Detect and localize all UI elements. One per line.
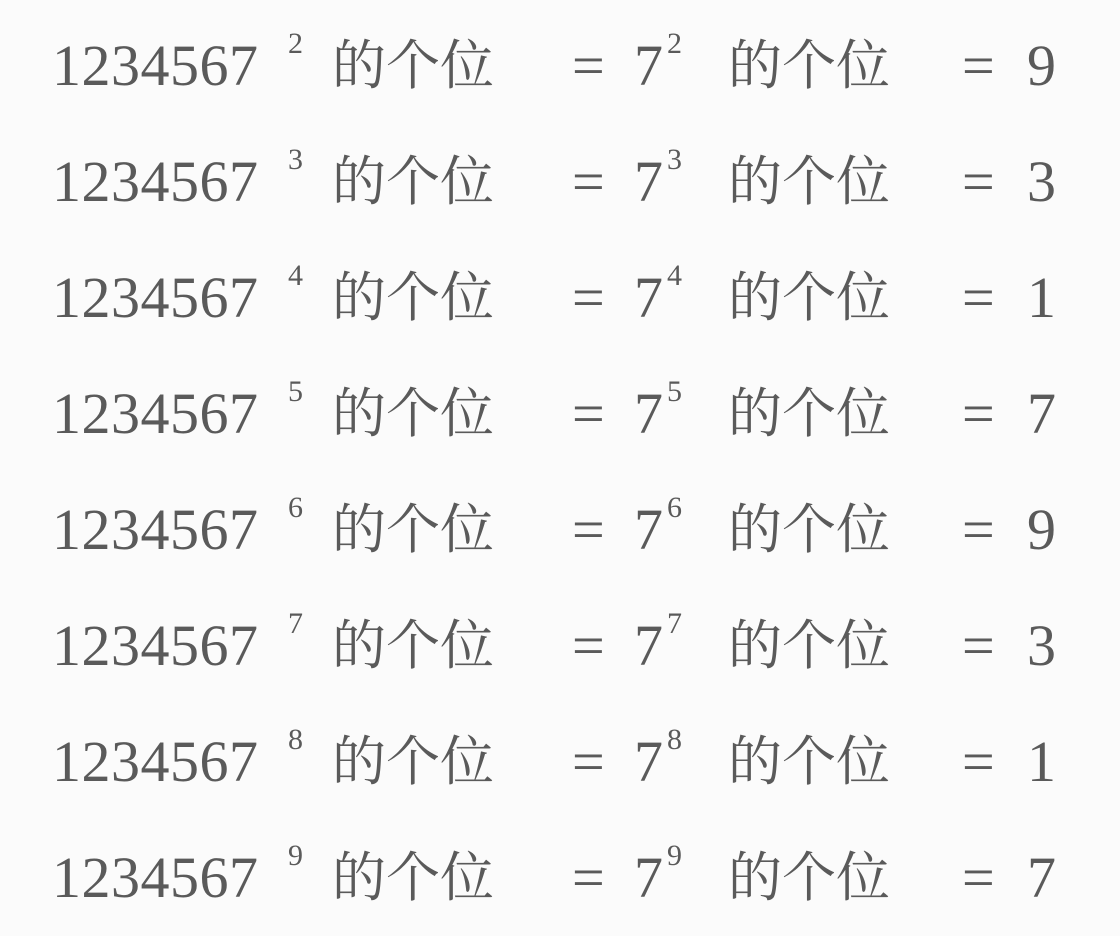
units-digit-phrase-2: 的个位 xyxy=(728,846,890,909)
base-number: 1234567 xyxy=(52,845,259,910)
reduced-exponent: 7 xyxy=(667,607,682,640)
reduced-exponent: 6 xyxy=(667,491,682,524)
equation-row xyxy=(52,240,1092,356)
reduced-exponent: 8 xyxy=(667,723,682,756)
equals-sign-2: = xyxy=(962,845,995,910)
result-digit: 9 xyxy=(1027,497,1056,562)
result-digit: 7 xyxy=(1027,845,1056,910)
equals-sign: = xyxy=(572,729,605,794)
reduced-base: 7 xyxy=(634,381,663,446)
reduced-exponent: 5 xyxy=(667,375,682,408)
units-digit-phrase: 的个位 xyxy=(332,150,494,213)
exponent: 2 xyxy=(288,27,303,60)
equation-row xyxy=(52,124,1092,240)
result-digit: 1 xyxy=(1027,265,1056,330)
units-digit-phrase: 的个位 xyxy=(332,498,494,561)
reduced-exponent: 9 xyxy=(667,839,682,872)
units-digit-phrase-2: 的个位 xyxy=(728,730,890,793)
reduced-base: 7 xyxy=(634,497,663,562)
equals-sign-2: = xyxy=(962,33,995,98)
exponent: 8 xyxy=(288,723,303,756)
units-digit-phrase: 的个位 xyxy=(332,846,494,909)
reduced-exponent: 2 xyxy=(667,27,682,60)
equals-sign: = xyxy=(572,845,605,910)
equals-sign: = xyxy=(572,497,605,562)
reduced-base: 7 xyxy=(634,33,663,98)
reduced-base: 7 xyxy=(634,149,663,214)
equals-sign-2: = xyxy=(962,149,995,214)
base-number: 1234567 xyxy=(52,381,259,446)
units-digit-phrase-2: 的个位 xyxy=(728,382,890,445)
equation-list xyxy=(52,8,1092,936)
equals-sign-2: = xyxy=(962,265,995,330)
reduced-exponent: 4 xyxy=(667,259,682,292)
equals-sign: = xyxy=(572,33,605,98)
equation-row xyxy=(52,356,1092,472)
base-number: 1234567 xyxy=(52,729,259,794)
result-digit: 1 xyxy=(1027,729,1056,794)
result-digit: 3 xyxy=(1027,149,1056,214)
base-number: 1234567 xyxy=(52,613,259,678)
base-number: 1234567 xyxy=(52,33,259,98)
equals-sign: = xyxy=(572,265,605,330)
reduced-base: 7 xyxy=(634,845,663,910)
result-digit: 9 xyxy=(1027,33,1056,98)
equation-row xyxy=(52,8,1092,124)
reduced-base: 7 xyxy=(634,613,663,678)
units-digit-phrase: 的个位 xyxy=(332,266,494,329)
reduced-base: 7 xyxy=(634,729,663,794)
units-digit-phrase: 的个位 xyxy=(332,614,494,677)
reduced-base: 7 xyxy=(634,265,663,330)
units-digit-phrase: 的个位 xyxy=(332,382,494,445)
exponent: 3 xyxy=(288,143,303,176)
units-digit-phrase-2: 的个位 xyxy=(728,614,890,677)
equals-sign: = xyxy=(572,149,605,214)
units-digit-phrase-2: 的个位 xyxy=(728,150,890,213)
equals-sign-2: = xyxy=(962,729,995,794)
base-number: 1234567 xyxy=(52,265,259,330)
equals-sign-2: = xyxy=(962,497,995,562)
equals-sign: = xyxy=(572,381,605,446)
result-digit: 7 xyxy=(1027,381,1056,446)
units-digit-phrase-2: 的个位 xyxy=(728,266,890,329)
exponent: 5 xyxy=(288,375,303,408)
units-digit-phrase-2: 的个位 xyxy=(728,34,890,97)
equation-row xyxy=(52,820,1092,936)
exponent: 4 xyxy=(288,259,303,292)
reduced-exponent: 3 xyxy=(667,143,682,176)
equation-row xyxy=(52,472,1092,588)
units-digit-phrase: 的个位 xyxy=(332,730,494,793)
exponent: 6 xyxy=(288,491,303,524)
equation-row xyxy=(52,588,1092,704)
equals-sign-2: = xyxy=(962,613,995,678)
units-digit-phrase-2: 的个位 xyxy=(728,498,890,561)
base-number: 1234567 xyxy=(52,149,259,214)
result-digit: 3 xyxy=(1027,613,1056,678)
equation-row xyxy=(52,704,1092,820)
exponent: 9 xyxy=(288,839,303,872)
base-number: 1234567 xyxy=(52,497,259,562)
equals-sign-2: = xyxy=(962,381,995,446)
exponent: 7 xyxy=(288,607,303,640)
units-digit-phrase: 的个位 xyxy=(332,34,494,97)
equals-sign: = xyxy=(572,613,605,678)
